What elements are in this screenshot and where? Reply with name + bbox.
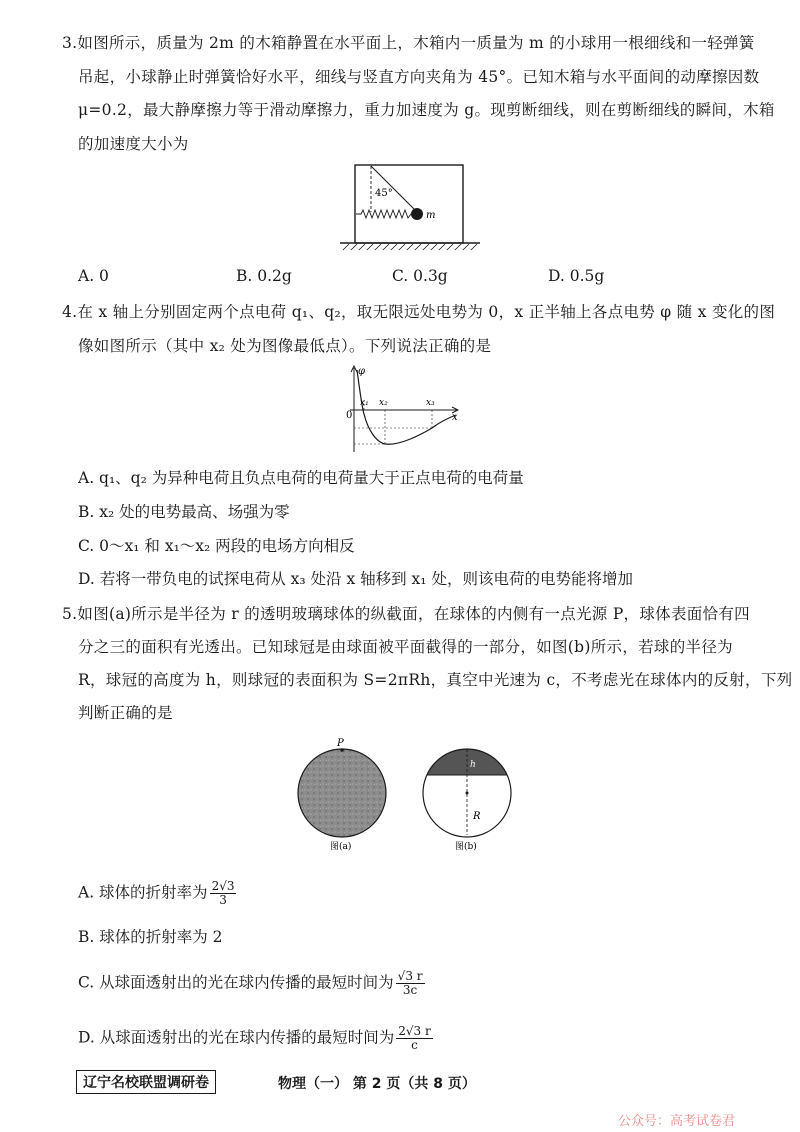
q4-option-d: D. 若将一带负电的试探电荷从 x₃ 处沿 x 轴移到 x₁ 处，则该电荷的电势能将增加 (78, 570, 633, 588)
fraction-denominator: 3 (219, 893, 227, 907)
r-label: R (473, 811, 481, 822)
glass-sphere (298, 749, 386, 837)
q4-option-b: B. x₂ 处的电势最高、场强为零 (78, 503, 290, 521)
q3-line-1: 3.如图所示，质量为 2m 的木箱静置在水平面上，木箱内一质量为 m 的小球用一根细线和一轻弹簧 (62, 34, 755, 52)
q4-line-1: 4.在 x 轴上分别固定两个点电荷 q₁、q₂，取无限远处电势为 0，x 正半轴上各点电势 φ 随 x 变化的图 (62, 303, 776, 321)
q4-line-2: 像如图所示（其中 x₂ 处为图像最低点）。下列说法正确的是 (78, 337, 492, 355)
q3-line-4: 的加速度大小为 (78, 135, 189, 153)
phi-label: φ (358, 366, 366, 377)
mass-label: m (426, 210, 436, 221)
q5-option-c-fraction (396, 970, 425, 997)
q3-figure (335, 160, 485, 260)
footer-exam-name: 辽宁名校联盟调研卷 (76, 1070, 216, 1094)
spring (356, 210, 413, 218)
figure-b-caption: 图(b) (455, 842, 477, 852)
q5-option-a-text: A. 球体的折射率为 (78, 883, 208, 902)
point-p-label: P (337, 738, 344, 749)
x3-label: x₃ (426, 398, 435, 408)
fraction-numerator: √3 r (397, 969, 423, 983)
q4-graph (340, 362, 470, 458)
q3-option-d: D. 0.5g (548, 267, 605, 285)
origin-label: 0 (346, 410, 353, 421)
q3-option-c: C. 0.3g (392, 267, 448, 285)
ground-hatch (343, 244, 477, 250)
ball (411, 208, 423, 220)
phi-curve (357, 370, 456, 444)
q5-option-d (78, 1025, 435, 1052)
q4-option-a: A. q₁、q₂ 为异种电荷且负点电荷的电荷量大于正点电荷的电荷量 (78, 469, 524, 487)
q5-option-d-text: D. 从球面透射出的光在球内传播的最短时间为 (78, 1028, 395, 1047)
fraction-numerator: 2√3 r (398, 1024, 431, 1038)
q5-line-1: 5.如图(a)所示是半径为 r 的透明玻璃球体的纵截面，在球体的内侧有一点光源 P，球体表面恰有四 (62, 605, 750, 623)
figure-a-caption: 图(a) (330, 842, 352, 852)
q5-figure-b (417, 735, 517, 855)
q5-option-a-fraction (210, 880, 237, 907)
q3-option-a: A. 0 (78, 267, 109, 285)
q5-line-2: 分之三的面积有光透出。已知球冠是由球面被平面截得的一部分，如图(b)所示，若球的半径为 (78, 638, 733, 656)
x2-label: x₂ (379, 398, 388, 408)
h-label: h (470, 760, 476, 770)
q5-option-c-text: C. 从球面透射出的光在球内传播的最短时间为 (78, 973, 394, 992)
watermark: 公众号：高考试卷君 (618, 1114, 736, 1129)
fraction-denominator: c (411, 1038, 418, 1052)
q5-line-4: 判断正确的是 (78, 704, 173, 722)
q5-option-a (78, 880, 238, 907)
q4-option-c: C. 0～x₁ 和 x₁～x₂ 两段的电场方向相反 (78, 537, 355, 555)
fraction-denominator: 3c (402, 983, 418, 997)
q3-line-3: μ=0.2，最大静摩擦力等于滑动摩擦力，重力加速度为 g。现剪断细线，则在剪断细线的瞬间，木箱 (78, 101, 775, 119)
q5-option-c (78, 970, 427, 997)
fraction-numerator: 2√3 (211, 879, 235, 893)
x-label: x (452, 412, 458, 423)
x1-label: x₁ (360, 398, 369, 408)
footer-page-info: 物理（一） 第 2 页（共 8 页） (278, 1076, 476, 1092)
q5-figure-a (292, 735, 392, 855)
q5-line-3: R，球冠的高度为 h，则球冠的表面积为 S=2πRh，真空中光速为 c，不考虑光在球体内的反射，下列 (78, 671, 793, 689)
q3-line-2: 吊起，小球静止时弹簧恰好水平，细线与竖直方向夹角为 45°。已知木箱与水平面间的动摩擦因数 (78, 68, 760, 86)
angle-label: 45° (375, 188, 393, 199)
q5-option-d-fraction (396, 1025, 432, 1052)
q3-option-b: B. 0.2g (236, 267, 292, 285)
q5-option-b: B. 球体的折射率为 2 (78, 928, 223, 946)
